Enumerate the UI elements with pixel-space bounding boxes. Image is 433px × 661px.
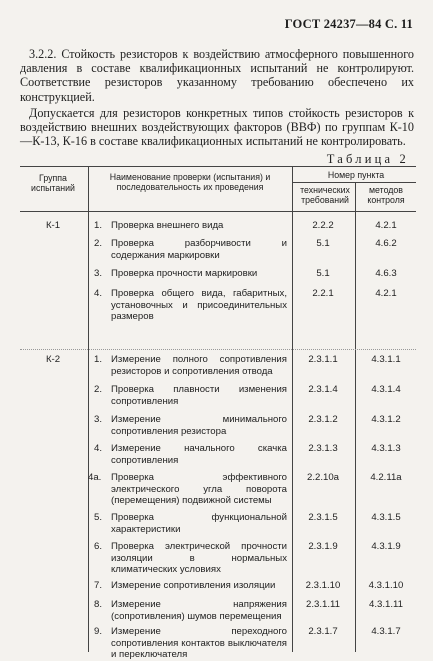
row-group: К-1 (45, 220, 61, 231)
row-name: Проверка разборчивости и содержания маркировки (111, 238, 287, 261)
row-number: 2. (94, 384, 103, 395)
row-tech: 2.3.1.1 (308, 354, 338, 365)
row-number: 1. (94, 354, 103, 365)
row-group: К-2 (45, 354, 61, 365)
row-name: Измерение полного сопротивления резисторов и сопротивления отвода (111, 354, 287, 377)
row-name: Измерение напряжения (сопротивления) шумов перемещения (111, 599, 287, 622)
row-number: 4. (94, 443, 103, 454)
row-method: 4.3.1.7 (371, 626, 401, 637)
row-tech: 2.2.1 (312, 288, 334, 299)
row-method: 4.3.1.9 (371, 541, 401, 552)
row-name: Проверка электрической прочности изоляции в нормальных климатических условиях (111, 541, 287, 576)
row-number: 4а. (88, 472, 102, 483)
row-number: 3. (94, 268, 103, 279)
row-name: Измерение сопротивления изоляции (111, 580, 276, 591)
row-name: Измерение минимального сопротивления резистора (111, 414, 287, 437)
row-name: Проверка эффективного электрического угла поворота (перемещения) подвижной системы (111, 472, 287, 507)
row-name: Проверка общего вида, габаритных, установочных и присоединительных размеров (111, 288, 287, 323)
table-body (20, 212, 416, 661)
row-number: 5. (94, 512, 103, 523)
row-method: 4.3.1.3 (371, 443, 401, 454)
row-tech: 2.2.2 (312, 220, 334, 231)
row-number: 7. (94, 580, 103, 591)
paragraph-3-2-2: 3.2.2. Стойкость резисторов к воздействию атмосферного повышенного давления в составе квалификационных испытаний не контролируют. Соответствие резисторов указанному требованию обеспечено их конструкцией. (20, 47, 414, 104)
row-number: 6. (94, 541, 103, 552)
row-method: 4.3.1.5 (371, 512, 401, 523)
row-tech: 5.1 (316, 268, 330, 279)
row-tech: 2.3.1.2 (308, 414, 338, 425)
row-method: 4.6.2 (375, 238, 397, 249)
row-tech: 2.3.1.9 (308, 541, 338, 552)
row-method: 4.3.1.4 (371, 384, 401, 395)
row-method: 4.3.1.2 (371, 414, 401, 425)
row-method: 4.2.1 (375, 288, 397, 299)
row-method: 4.3.1.1 (371, 354, 401, 365)
row-number: 1. (94, 220, 103, 231)
paragraph-allowance: Допускается для резисторов конкретных типов стойкость резисторов к воздействию внешних воздействующих факторов (ВВФ) по группам К-10—К-13, К-16 в составе квалификационных испытаний не контролировать. (20, 106, 414, 149)
row-tech: 2.3.1.3 (308, 443, 338, 454)
row-number: 9. (94, 626, 103, 637)
row-method: 4.2.11а (370, 472, 402, 483)
header-name: Наименование проверки (испытания) и последовательность их проведения (109, 172, 271, 193)
header-tech-requirements: технических требований (300, 185, 350, 206)
row-number: 2. (94, 238, 103, 249)
header-group: Группа испытаний (31, 173, 75, 194)
row-method: 4.3.1.11 (369, 599, 403, 610)
row-tech: 2.3.1.7 (308, 626, 338, 637)
header-control-methods: методов контроля (367, 185, 405, 206)
row-number: 4. (94, 288, 103, 299)
page-header: ГОСТ 24237—84 С. 11 (284, 17, 413, 31)
row-number: 3. (94, 414, 103, 425)
row-name: Проверка внешнего вида (111, 220, 224, 231)
row-tech: 2.3.1.5 (308, 512, 338, 523)
row-name: Проверка прочности маркировки (111, 268, 258, 279)
row-name: Измерение переходного сопротивления контактов выключателя и переключателя (111, 626, 287, 661)
row-tech: 2.3.1.11 (306, 599, 340, 610)
header-number: Номер пункта (327, 170, 385, 180)
row-tech: 2.3.1.4 (308, 384, 338, 395)
row-method: 4.6.3 (375, 268, 397, 279)
row-number: 8. (94, 599, 103, 610)
test-table (20, 166, 416, 661)
row-tech: 5.1 (316, 238, 330, 249)
table-caption: Таблица 2 (326, 152, 409, 166)
row-tech: 2.3.1.10 (305, 580, 341, 591)
table-header (20, 166, 416, 212)
row-method: 4.3.1.10 (368, 580, 404, 591)
row-name: Проверка плавности изменения сопротивления (111, 384, 287, 407)
group-separator (20, 349, 416, 350)
row-name: Измерение начального скачка сопротивления (111, 443, 287, 466)
row-name: Проверка функциональной характеристики (111, 512, 287, 535)
row-method: 4.2.1 (375, 220, 397, 231)
row-tech: 2.2.10а (306, 472, 339, 483)
